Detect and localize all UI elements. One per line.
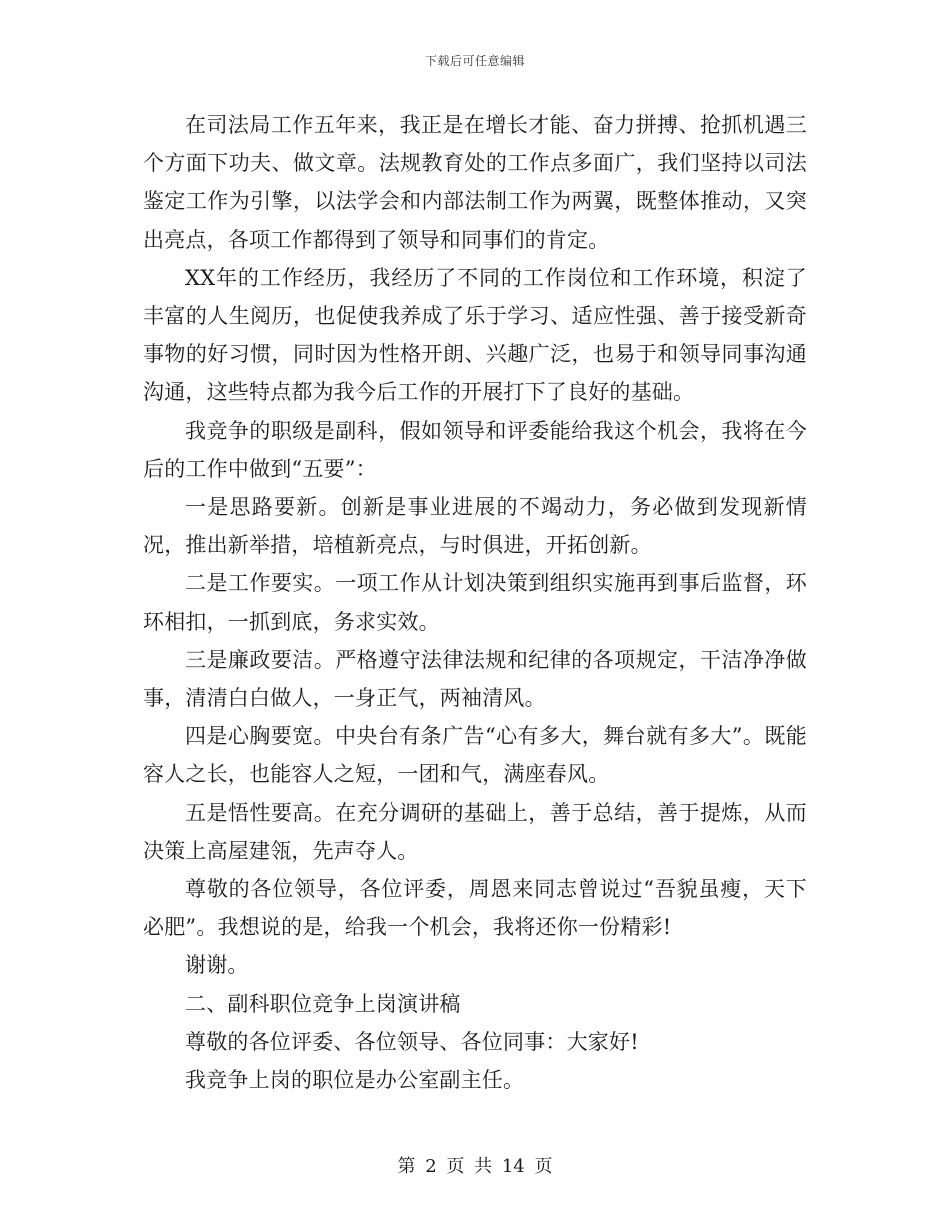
paragraph-6: 三是廉政要洁。严格遵守法律法规和纪律的各项规定，干洁净净做事，清清白白做人，一身正气，两袖清风。 — [143, 647, 807, 711]
paragraph-10: 谢谢。 — [185, 953, 249, 978]
header-note: 下载后可任意编辑 — [424, 54, 525, 68]
paragraph-9: 尊敬的各位领导，各位评委，周恩来同志曾说过“吾貌虽瘦，天下必肥”。我想说的是，给我一个机会，我将还你一份精彩! — [143, 877, 807, 940]
page-number: 第 2 页 共 14 页 — [397, 1156, 553, 1177]
paragraph-13: 我竞争上岗的职位是办公室副主任。 — [185, 1068, 525, 1093]
paragraph-2: XX年的工作经历，我经历了不同的工作岗位和工作环境，积淀了丰富的人生阅历，也促使我养成了乐于学习、适应性强、善于接受新奇事物的好习惯，同时因为性格开朗、兴趣广泛，也易于和领导同事沟通沟通，这些特点都为我今后工作的开展打下了良好的基础。 — [143, 265, 807, 405]
document-body — [143, 106, 807, 1099]
paragraph-12: 尊敬的各位评委、各位领导、各位同事：大家好! — [185, 1029, 639, 1054]
section-heading: 二、副科职位竞争上岗演讲稿 — [185, 991, 461, 1016]
paragraph-8: 五是悟性要高。在充分调研的基础上，善于总结，善于提炼，从而决策上高屋建瓴，先声夺人。 — [143, 800, 807, 863]
paragraph-1: 在司法局工作五年来，我正是在增长才能、奋力拼搏、抢抓机遇三个方面下功夫、做文章。法规教育处的工作点多面广，我们坚持以司法鉴定工作为引擎，以法学会和内部法制工作为两翼，既整体推动，又突出亮点，各项工作都得到了领导和同事们的肯定。 — [143, 113, 807, 252]
paragraph-4: 一是思路要新。创新是事业进展的不竭动力，务必做到发现新情况，推出新举措，培植新亮点，与时俱进，开拓创新。 — [143, 495, 807, 558]
paragraph-3: 我竞争的职级是副科，假如领导和评委能给我这个机会，我将在今后的工作中做到“五要”： — [143, 418, 807, 481]
paragraph-5: 二是工作要实。一项工作从计划决策到组织实施再到事后监督，环环相扣，一抓到底，务求实效。 — [143, 571, 807, 634]
paragraph-7: 四是心胸要宽。中央台有条广告“心有多大，舞台就有多大”。既能容人之长，也能容人之短，一团和气，满座春风。 — [143, 724, 807, 787]
